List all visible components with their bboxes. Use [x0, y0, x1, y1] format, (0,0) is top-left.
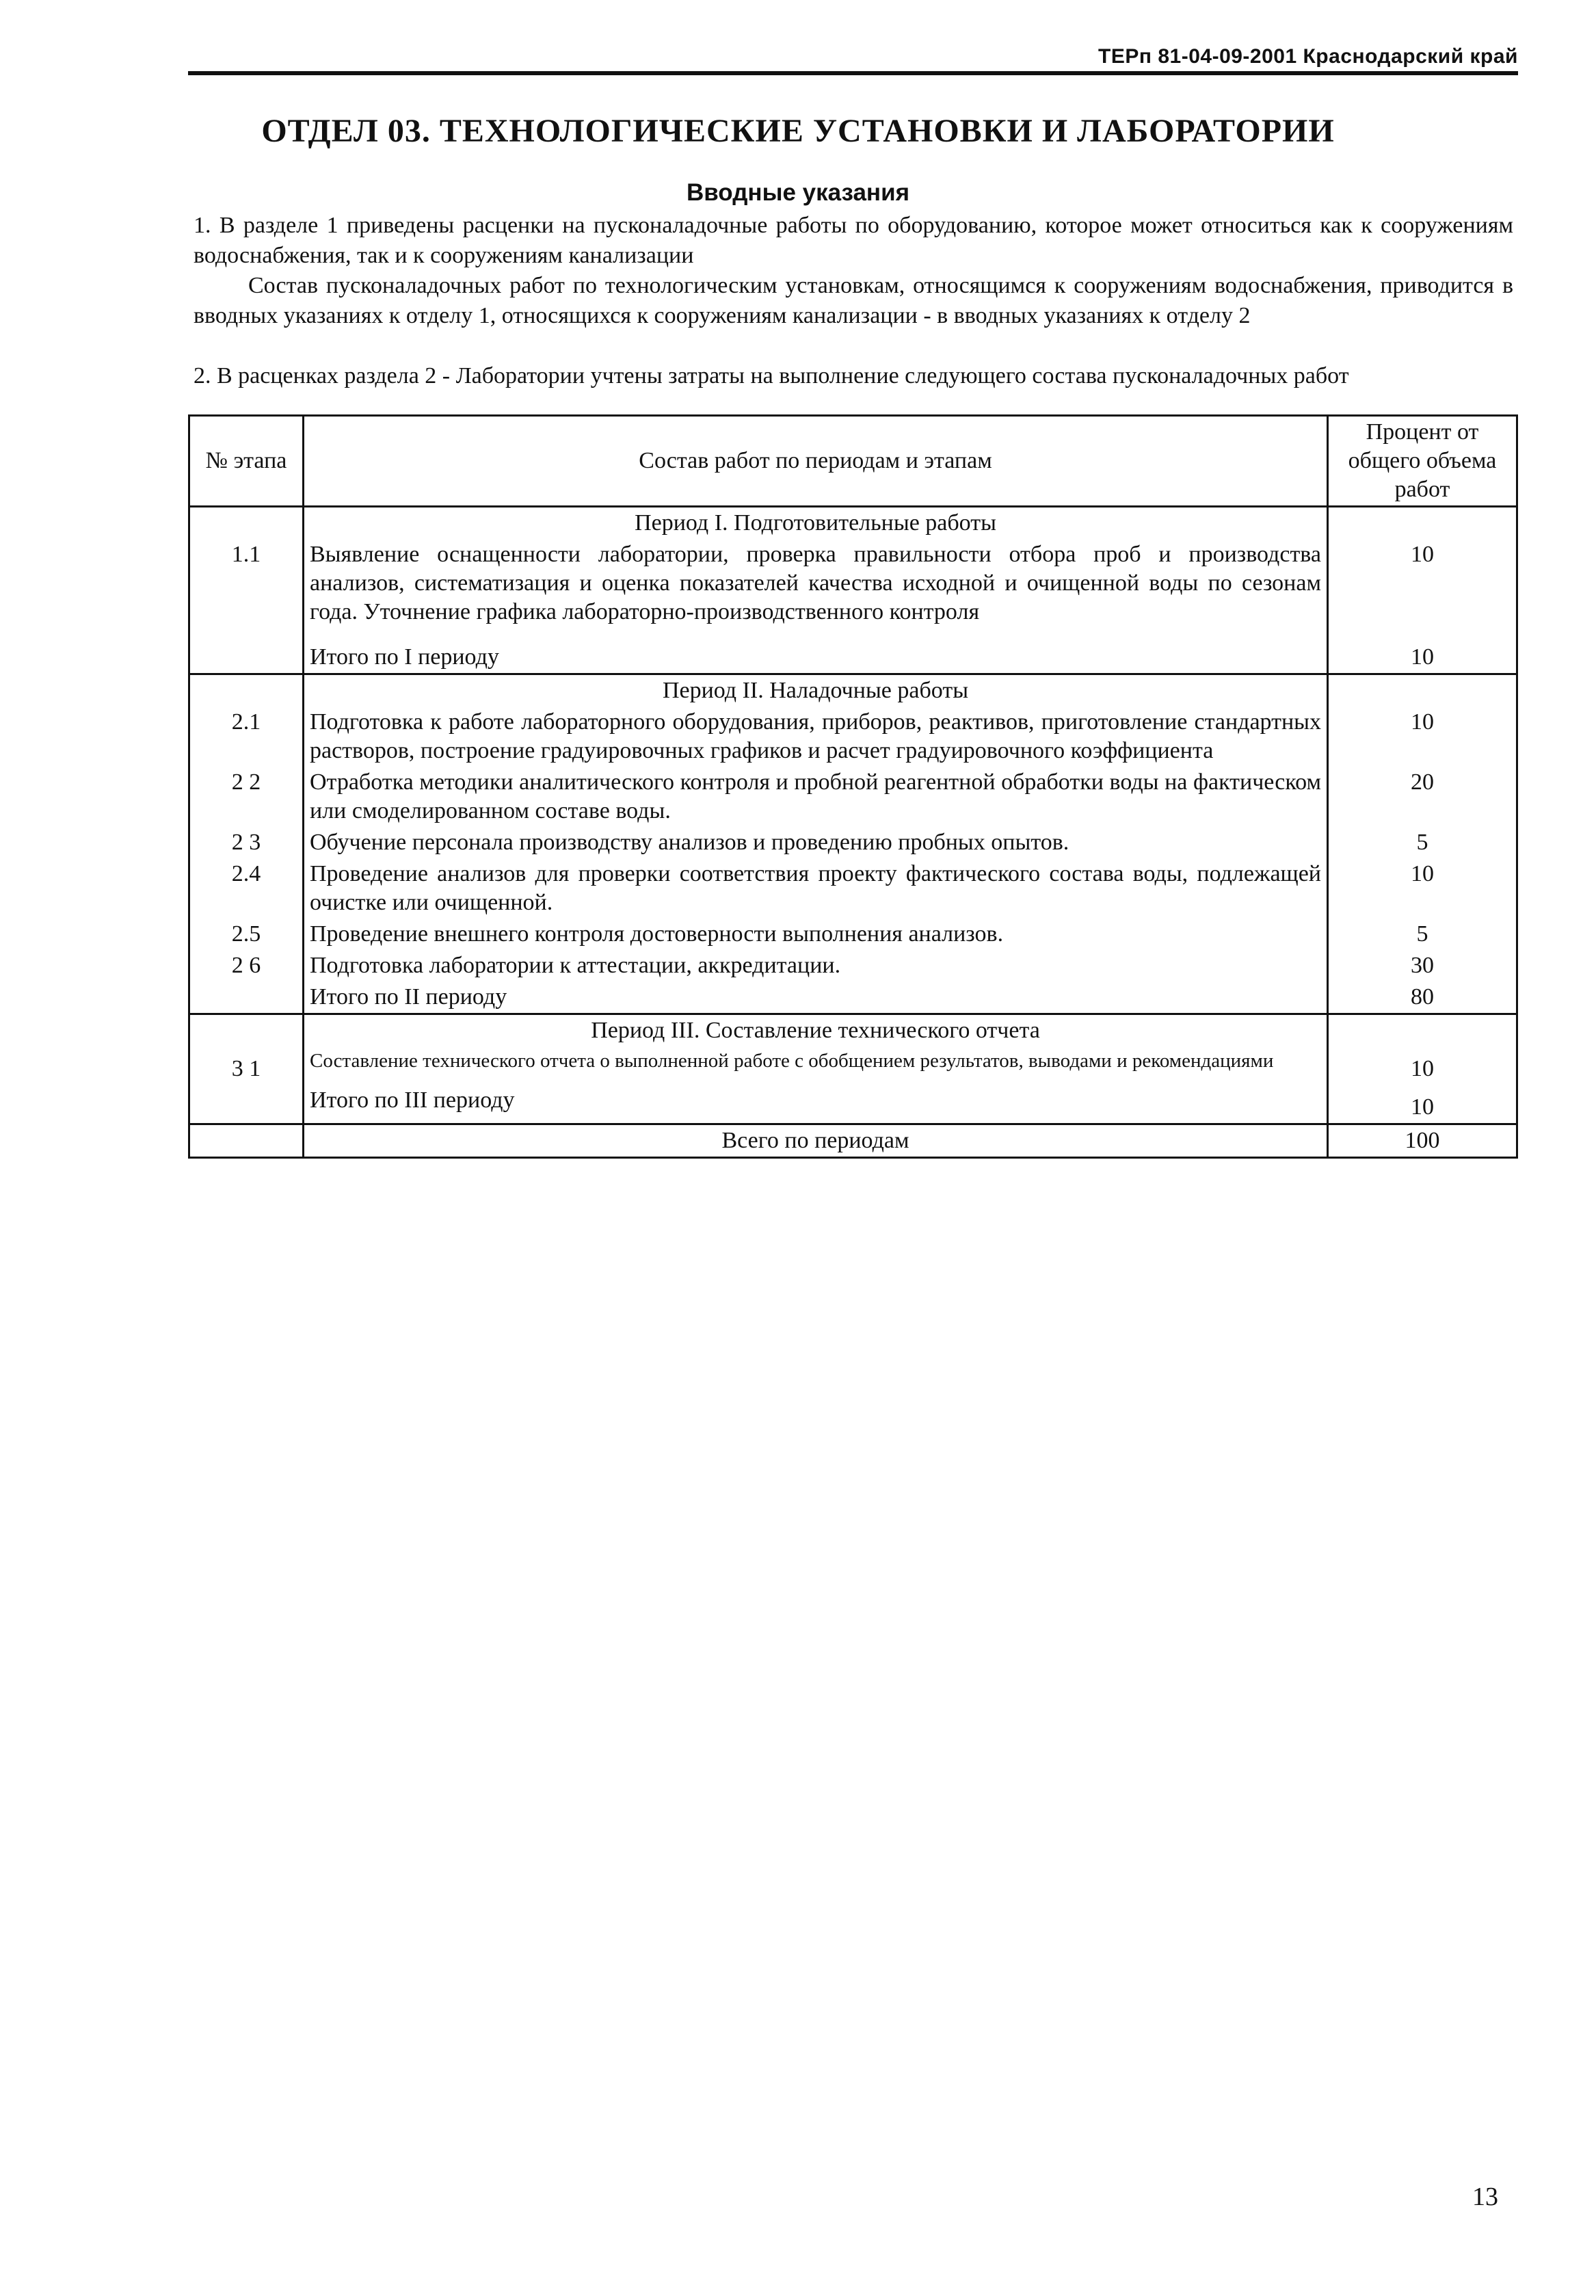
- table-row: [189, 1046, 1517, 1085]
- header-stage: № этапа: [189, 416, 304, 507]
- work-percent: 10: [1328, 539, 1517, 628]
- work-percent: 10: [1328, 707, 1517, 767]
- period-row: [189, 1014, 1517, 1047]
- total-label: Всего по периодам: [304, 1124, 1328, 1158]
- table-row: [189, 950, 1517, 981]
- total-value: 100: [1328, 1124, 1517, 1158]
- stage-number: 2 6: [189, 950, 304, 981]
- work-description: Составление технического отчета о выполненной работе с обобщением результатов, выводами и рекомендациями: [304, 1046, 1328, 1085]
- work-description: Отработка методики аналитического контроля и пробной реагентной обработки воды на фактическом или смоделированном составе воды.: [304, 767, 1328, 827]
- period-title: Период III. Составление технического отчета: [304, 1014, 1328, 1047]
- stage-number: 2.4: [189, 858, 304, 919]
- page-number: 13: [1472, 2182, 1498, 2211]
- work-percent: 5: [1328, 919, 1517, 950]
- work-description: Проведение анализов для проверки соответствия проекту фактического состава воды, подлежащей очистке или очищенной.: [304, 858, 1328, 919]
- work-percent: 20: [1328, 767, 1517, 827]
- subtotal-label: Итого по I периоду: [304, 628, 1328, 674]
- subtotal-value: 10: [1328, 628, 1517, 674]
- stage-number: 3 1: [189, 1046, 304, 1085]
- intro-paragraph-2: Состав пусконаладочных работ по технологическим установкам, относящимся к сооружениям водоснабжения, приводится в вводных указаниях к отделу 1, относящихся к сооружениям канализации - в вводных указаниях к отделу 2: [194, 273, 1513, 328]
- section-title: ОТДЕЛ 03. ТЕХНОЛОГИЧЕСКИЕ УСТАНОВКИ И ЛАБОРАТОРИИ: [261, 113, 1335, 149]
- period-row: [189, 507, 1517, 540]
- stage-number: 2 2: [189, 767, 304, 827]
- work-percent: 10: [1328, 858, 1517, 919]
- stage-number: 2.1: [189, 707, 304, 767]
- intro-title: Вводные указания: [686, 179, 910, 206]
- work-description: Обучение персонала производству анализов и проведению пробных опытов.: [304, 827, 1328, 858]
- subtotal-value: 10: [1328, 1085, 1517, 1124]
- table-row: [189, 858, 1517, 919]
- work-percent: 30: [1328, 950, 1517, 981]
- work-description: Подготовка к работе лабораторного оборудования, приборов, реактивов, приготовление стандартных растворов, построение градуировочных графиков и расчет градуировочного коэффициента: [304, 707, 1328, 767]
- total-row: [189, 1124, 1517, 1158]
- table-row: [189, 767, 1517, 827]
- subtotal-label: Итого по III периоду: [304, 1085, 1328, 1124]
- period-title: Период I. Подготовительные работы: [304, 507, 1328, 540]
- subtotal-value: 80: [1328, 981, 1517, 1014]
- stage-number: 1.1: [189, 539, 304, 628]
- work-description: Выявление оснащенности лаборатории, проверка правильности отбора проб и производства анализов, систематизация и оценка показателей качества исходной и очищенной воды по сезонам года. Уточнение графика лабораторно-производственного контроля: [304, 539, 1328, 628]
- header-work: Состав работ по периодам и этапам: [304, 416, 1328, 507]
- work-description: Проведение внешнего контроля достоверности выполнения анализов.: [304, 919, 1328, 950]
- work-percent: 5: [1328, 827, 1517, 858]
- header-rule: [188, 71, 1518, 75]
- subtotal-row: [189, 981, 1517, 1014]
- work-percent: 10: [1328, 1046, 1517, 1085]
- work-description: Подготовка лаборатории к аттестации, аккредитации.: [304, 950, 1328, 981]
- period-row: [189, 674, 1517, 707]
- intro-paragraph-3: 2. В расценках раздела 2 - Лаборатории учтены затраты на выполнение следующего состава пусконаладочных работ: [194, 363, 1349, 388]
- works-table: [188, 414, 1518, 1159]
- table-row: [189, 707, 1517, 767]
- table-row: [189, 919, 1517, 950]
- stage-number: 2.5: [189, 919, 304, 950]
- table-row: [189, 539, 1517, 628]
- subtotal-label: Итого по II периоду: [304, 981, 1328, 1014]
- document-reference: ТЕРп 81-04-09-2001 Краснодарский край: [1098, 45, 1518, 68]
- header-percent: Процент от общего объема работ: [1328, 416, 1517, 507]
- subtotal-row: [189, 628, 1517, 674]
- table-row: [189, 827, 1517, 858]
- subtotal-row: [189, 1085, 1517, 1124]
- intro-paragraph-1: 1. В разделе 1 приведены расценки на пусконаладочные работы по оборудованию, которое может относиться как к сооружениям водоснабжения, так и к сооружениям канализации: [194, 213, 1513, 268]
- stage-number: 2 3: [189, 827, 304, 858]
- period-title: Период II. Наладочные работы: [304, 674, 1328, 707]
